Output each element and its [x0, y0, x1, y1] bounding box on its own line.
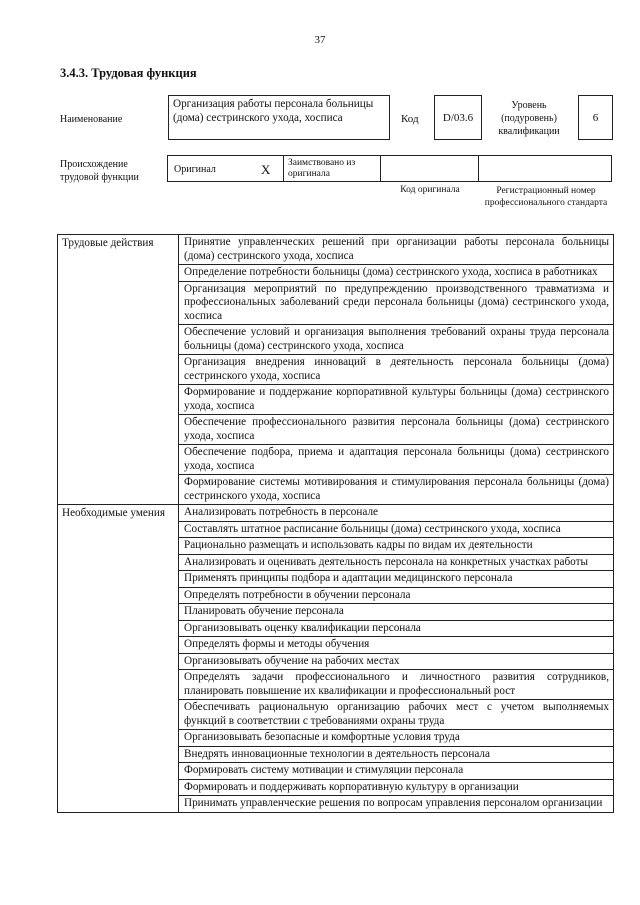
list-item: Определять задачи профессионального и личностного развития сотрудников, планировать повышение их квалификации и профессиональный рост [179, 670, 614, 700]
list-item: Организация внедрения инноваций в деятельность персонала больницы (дома) сестринского ухода, хосписа [179, 355, 614, 385]
level-value-box [578, 95, 613, 140]
origin-boxes [167, 155, 612, 182]
list-item: Рационально размещать и использовать кадры по видам их деятельности [179, 538, 614, 555]
reg-number-caption: Регистрационный номер профессионального стандарта [484, 186, 608, 208]
table-row [58, 235, 614, 265]
original-label: Оригинал [174, 164, 216, 175]
list-item: Анализировать потребность в персонале [179, 505, 614, 522]
main-table-body [58, 235, 614, 813]
divider-3 [478, 156, 479, 181]
list-item: Организовывать обучение на рабочих местах [179, 653, 614, 670]
section-title: 3.4.3. Трудовая функция [60, 66, 197, 80]
borrowed-label: Заимствовано из оригинала [288, 158, 356, 179]
list-item: Принимать управленческие решения по вопросам управления персоналом организации [179, 796, 614, 813]
name-value-box [168, 95, 390, 140]
main-table [57, 234, 614, 813]
divider-2 [380, 156, 381, 181]
section-label: Необходимые умения [58, 505, 179, 813]
list-item: Определение потребности больницы (дома) сестринского ухода, хосписа в работниках [179, 265, 614, 282]
list-item: Планировать обучение персонала [179, 604, 614, 621]
list-item: Обеспечение подбора, приема и адаптация персонала больницы (дома) сестринского ухода, хосписа [179, 445, 614, 475]
name-label: Наименование [60, 114, 123, 125]
code-label: Код [401, 113, 419, 125]
list-item: Составлять штатное расписание больницы (дома) сестринского ухода, хосписа [179, 521, 614, 538]
code-original-caption: Код оригинала [400, 185, 460, 195]
name-value: Организация работы персонала больницы (дома) сестринского ухода, хосписа [173, 98, 374, 124]
list-item: Формирование и поддержание корпоративной культуры больницы (дома) сестринского ухода, хосписа [179, 385, 614, 415]
divider-1 [283, 156, 284, 181]
list-item: Анализировать и оценивать деятельность персонала на конкретных участках работы [179, 554, 614, 571]
list-item: Организовывать безопасные и комфортные условия труда [179, 730, 614, 747]
list-item: Обеспечение условий и организация выполнения требований охраны труда персонала больницы (дома) сестринского ухода, хосписа [179, 325, 614, 355]
list-item: Обеспечивать рациональную организацию рабочих мест с учетом выполняемых функций в соответствии с требованиями охраны труда [179, 700, 614, 730]
list-item: Организация мероприятий по предупреждению производственного травматизма и профессиональных заболеваний среди персонала больницы (дома) сестринского ухода, хосписа [179, 281, 614, 325]
list-item: Определять потребности в обучении персонала [179, 587, 614, 604]
level-value: 6 [592, 112, 599, 124]
origin-label: Происхождение трудовой функции [60, 159, 139, 183]
list-item: Принятие управленческих решений при организации работы персонала больницы (дома) сестринского ухода, хосписа [179, 235, 614, 265]
list-item: Применять принципы подбора и адаптации медицинского персонала [179, 571, 614, 588]
code-value: D/03.6 [442, 112, 474, 124]
list-item: Формировать систему мотивации и стимуляции персонала [179, 763, 614, 780]
list-item: Обеспечение профессионального развития персонала больницы (дома) сестринского ухода, хосписа [179, 415, 614, 445]
original-mark: X [261, 162, 271, 177]
code-value-box [434, 95, 482, 140]
list-item: Формирование системы мотивирования и стимулирования персонала больницы (дома) сестринского ухода, хосписа [179, 475, 614, 505]
list-item: Формировать и поддерживать корпоративную культуру в организации [179, 779, 614, 796]
list-item: Организовывать оценку квалификации персонала [179, 620, 614, 637]
table-row [58, 505, 614, 522]
list-item: Внедрять инновационные технологии в деятельность персонала [179, 746, 614, 763]
page-number: 37 [314, 34, 326, 46]
section-label: Трудовые действия [58, 235, 179, 505]
list-item: Определять формы и методы обучения [179, 637, 614, 654]
level-label: Уровень (подуровень) квалификации [498, 100, 560, 137]
